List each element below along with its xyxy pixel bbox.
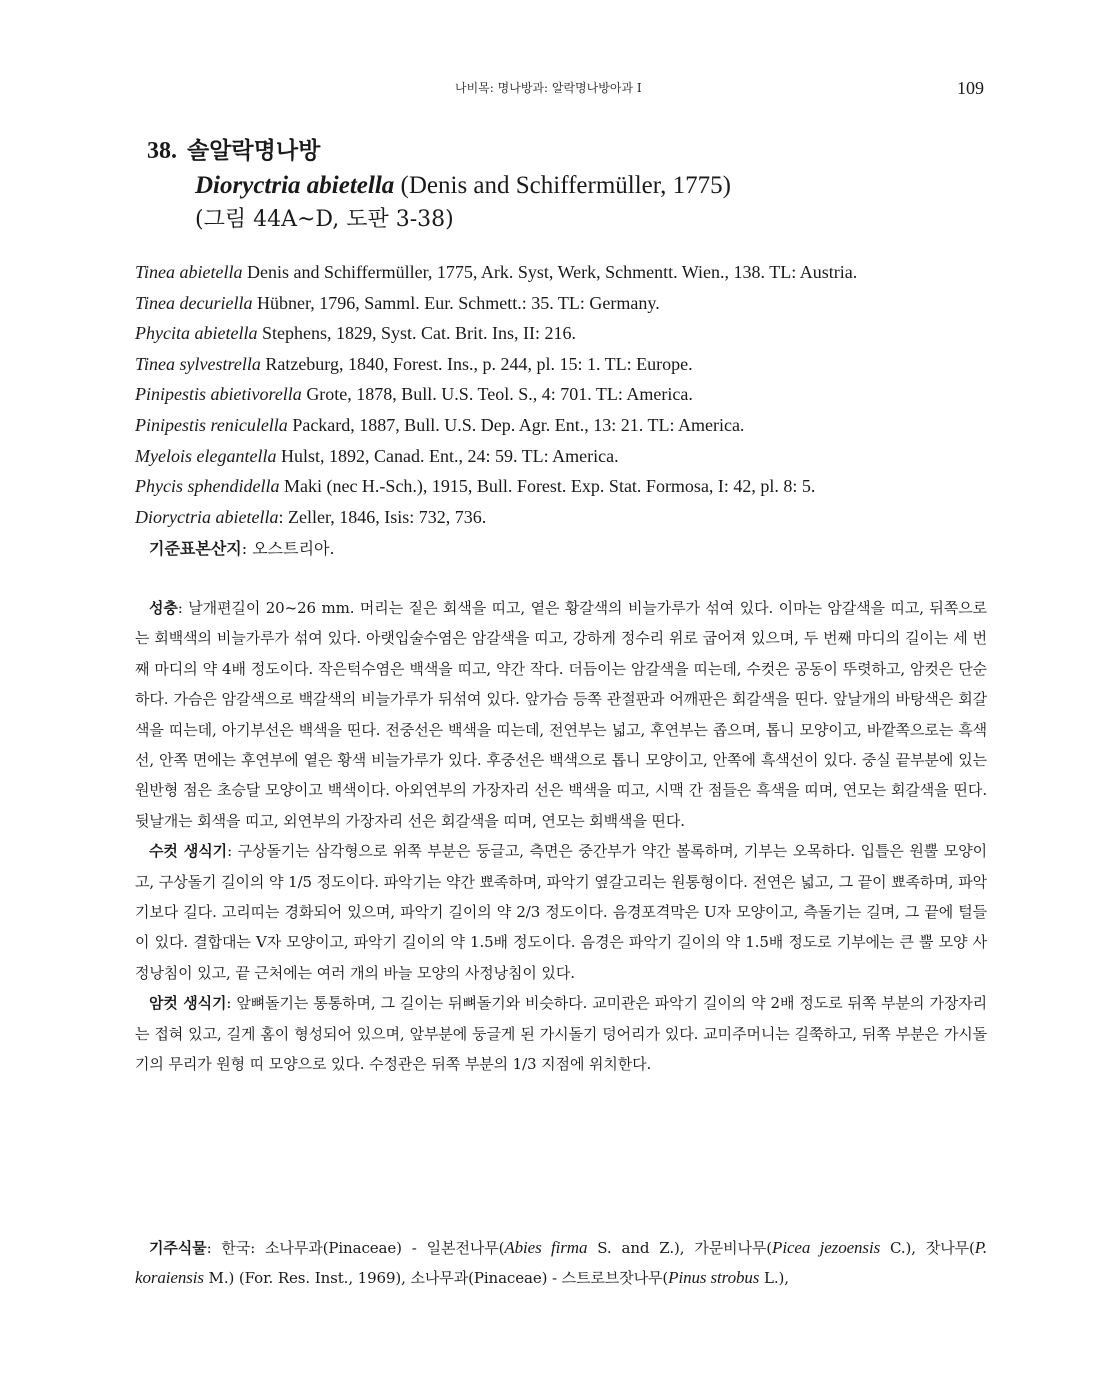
synonym-entry: Tinea decuriella Hübner, 1796, Samml. Eur. Schmett.: 35. TL: Germany. (135, 292, 660, 313)
species-number: 38. (147, 138, 177, 164)
type-locality (149, 534, 1005, 564)
page-number: 109 (957, 78, 984, 98)
scientific-name: Dioryctria abietella (195, 172, 395, 199)
running-head: 나비목: 명나방과: 알락명나방아과 I (455, 81, 642, 95)
species-heading (147, 132, 1027, 165)
female-genitalia-description: 암컷 생식기: 앞뼈돌기는 통통하며, 그 길이는 뒤뼈돌기와 비슷하다. 교미관은 파악기 길이의 약 2배 정도로 뒤쪽 부분의 가장자리는 접혀 있고, 길게 홈이 형성되어 있으며, 앞부분에 둥글게 된 가시돌기 덩어리가 있다. 교미주머니는 길쭉하고, 뒤쪽 부분은 가시돌기의 무리가 원형 띠 모양으로 있다. 수정관은 뒤쪽 부분의 1/3 지점에 위치한다. (135, 994, 987, 1074)
synonym-entry: Tinea sylvestrella Ratzeburg, 1840, Forest. Ins., p. 244, pl. 15: 1. TL: Europe. (135, 353, 693, 374)
description (135, 593, 987, 1080)
scientific-name-line (195, 169, 1027, 203)
host-plants-label: 기주식물 (149, 1239, 207, 1257)
male-genitalia-description: 수컷 생식기: 구상돌기는 삼각형으로 위쪽 부분은 둥글고, 측면은 중간부가 약간 볼록하며, 기부는 오목하다. 입틀은 원뿔 모양이고, 구상돌기 길이의 약 1/5 정도이다. 파악기는 약간 뾰족하며, 파악기 옆갈고리는 원통형이다. 전연은 넓고, 그 끝이 뾰족하며, 파악기보다 길다. 고리띠는 경화되어 있으며, 파악기 길이의 약 2/3 정도이다. 음경포격막은 U자 모양이고, 측돌기는 길며, 그 끝에 털들이 있다. 결합대는 V자 모양이고, 파악기 길이의 약 1.5배 정도이다. 음경은 파악기 길이의 약 1.5배 정도로 기부에는 큰 뿔 모양 사정낭침이 있고, 끝 근처에는 여러 개의 바늘 모양의 사정낭침이 있다. (135, 842, 987, 982)
species-title (147, 132, 1027, 237)
adult-label: 성충 (149, 599, 178, 617)
host-plants-paragraph: 기주식물: 한국: 소나무과(Pinaceae) - 일본전나무(Abies firma S. and Z.), 가문비나무(Picea jezoensis C.), 잣나무(P. koraiensis M.) (For. Res. Inst., 1969), 소나무과(Pinaceae) - 스트로브잣나무(Pinus strobus L.), (135, 1238, 987, 1288)
male-genitalia-label: 수컷 생식기 (149, 842, 228, 861)
host-plants (135, 1233, 987, 1294)
female-genitalia-label: 암컷 생식기 (149, 994, 227, 1013)
adult-description: 성충: 날개편길이 20~26 mm. 머리는 짙은 회색을 띠고, 옅은 황갈색의 비늘가루가 섞여 있다. 이마는 암갈색을 띠고, 뒤쪽으로는 회백색의 비늘가루가 섞여 있다. 아랫입술수염은 암갈색을 띠고, 강하게 정수리 위로 굽어져 있으며, 두 번째 마디의 길이는 세 번째 마디의 약 4배 정도이다. 작은턱수염은 백색을 띠고, 약간 작다. 더듬이는 암갈색을 띠는데, 수컷은 공동이 뚜렷하고, 암컷은 단순하다. 가슴은 암갈색으로 백갈색의 비늘가루가 뒤섞여 있다. 앞가슴 등쪽 관절판과 어깨판은 회갈색을 띤다. 앞날개의 바탕색은 회갈색을 띠는데, 아기부선은 백색을 띤다. 전중선은 백색을 띠는데, 전연부는 넓고, 후연부는 좁으며, 톱니 모양이고, 바깥쪽으로는 흑색선, 안쪽 면에는 후연부에 옅은 황색 비늘가루가 있다. 후중선은 백색으로 톱니 모양이고, 안쪽에 흑색선이 있다. 중실 끝부분에 있는 원반형 점은 초승달 모양이고 백색이다. 아외연부의 가장자리 선은 백색을 띠고, 시맥 간 점들은 흑색을 띠며, 연모는 회갈색을 띤다. 뒷날개는 회색을 띠고, 외연부의 가장자리 선은 회갈색을 띠며, 연모는 회백색을 띤다. (135, 599, 987, 830)
synonym-list (135, 257, 1005, 564)
figure-reference: (그림 44A~D, 도판 3-38) (195, 207, 454, 232)
synonym-entry: Myelois elegantella Hulst, 1892, Canad. Ent., 24: 59. TL: America. (135, 445, 619, 466)
synonym-entry: Pinipestis reniculella Packard, 1887, Bull. U.S. Dep. Agr. Ent., 13: 21. TL: America. (135, 414, 745, 435)
synonym-entry: Tinea abietella Denis and Schiffermüller, 1775, Ark. Syst, Werk, Schmentt. Wien., 138. TL: Austria. (135, 262, 858, 282)
type-locality-text: : 오스트리아. (241, 539, 335, 559)
synonym-entry: Phycis sphendidella Maki (nec H.-Sch.), 1915, Bull. Forest. Exp. Stat. Formosa, I: 42, pl. 8: 5. (135, 476, 816, 497)
korean-name: 솔알락명나방 (187, 137, 321, 164)
type-locality-label: 기준표본산지 (149, 539, 242, 559)
synonym-entry: Dioryctria abietella: Zeller, 1846, Isis: 732, 736. (135, 506, 487, 527)
synonym-entry: Pinipestis abietivorella Grote, 1878, Bull. U.S. Teol. S., 4: 701. TL: America. (135, 384, 693, 405)
synonym-entry: Phycita abietella Stephens, 1829, Syst. Cat. Brit. Ins, II: 216. (135, 323, 576, 344)
authority: (Denis and Schiffermüller, 1775) (400, 172, 731, 199)
